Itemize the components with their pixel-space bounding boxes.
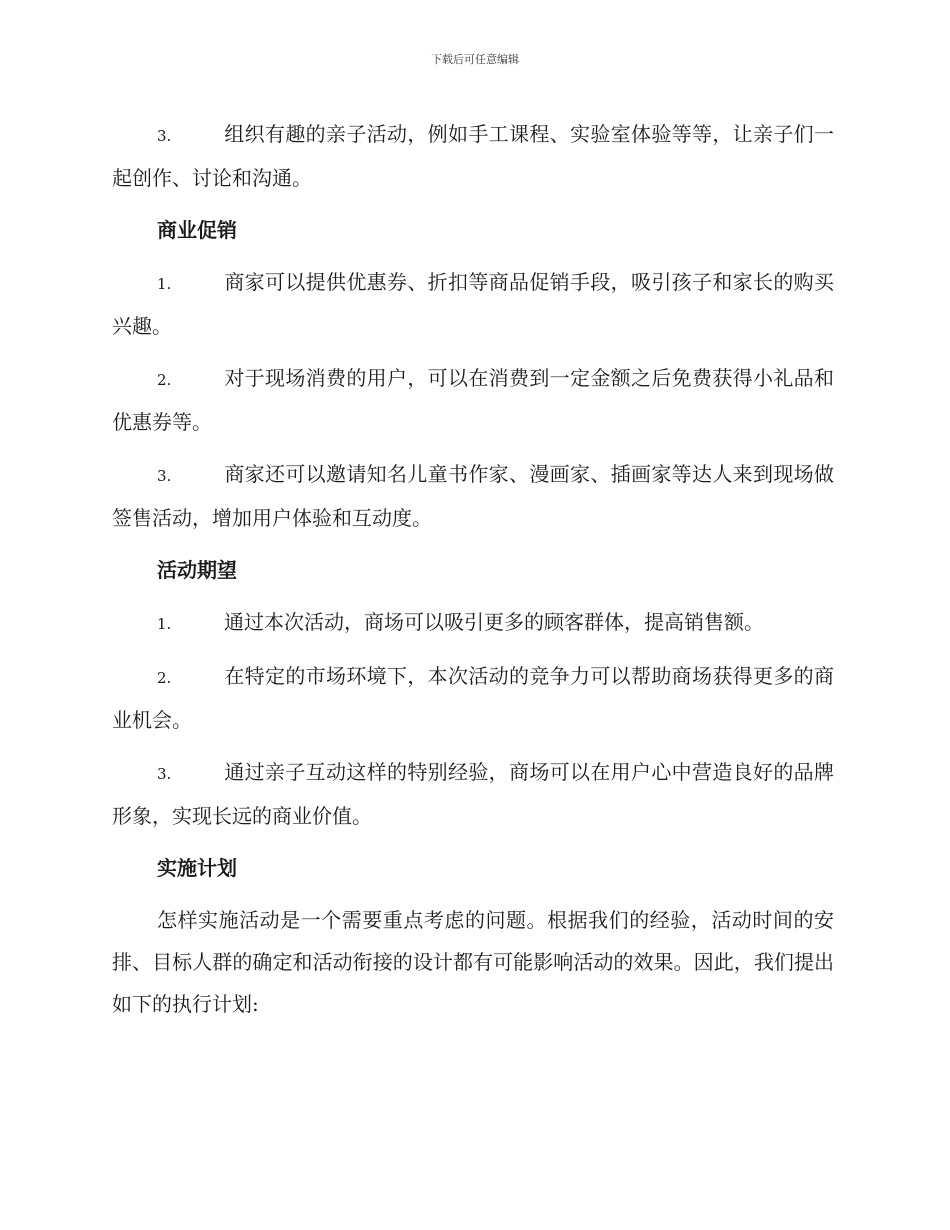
list-text: 通过本次活动，商场可以吸引更多的顾客群体，提高销售额。 xyxy=(224,610,764,634)
list-text: 通过亲子互动这样的特别经验，商场可以在用户心中营造良好的品牌形象，实现长远的商业价值。 xyxy=(112,760,834,828)
list-item xyxy=(112,601,834,645)
body-paragraph: 怎样实施活动是一个需要重点考虑的问题。根据我们的经验，活动时间的安排、目标人群的确定和活动衔接的设计都有可能影响活动的效果。因此，我们提出如下的执行计划: xyxy=(112,908,834,1016)
list-text: 商家可以提供优惠券、折扣等商品促销手段，吸引孩子和家长的购买兴趣。 xyxy=(112,270,834,338)
list-item xyxy=(112,751,834,837)
list-number: 1. xyxy=(157,615,172,633)
section-heading: 活动期望 xyxy=(157,558,237,582)
list-item xyxy=(112,261,834,347)
list-text: 商家还可以邀请知名儿童书作家、漫画家、插画家等达人来到现场做签售活动，增加用户体验和互动度。 xyxy=(112,462,834,530)
list-text: 在特定的市场环境下，本次活动的竞争力可以帮助商场获得更多的商业机会。 xyxy=(112,664,834,732)
list-item xyxy=(112,655,834,741)
list-number: 1. xyxy=(157,275,172,293)
list-text: 对于现场消费的用户，可以在消费到一定金额之后免费获得小礼品和优惠券等。 xyxy=(112,366,834,434)
list-item xyxy=(112,113,834,199)
list-number: 3. xyxy=(157,127,172,145)
list-number: 2. xyxy=(157,371,172,389)
list-text: 组织有趣的亲子活动，例如手工课程、实验室体验等等，让亲子们一起创作、讨论和沟通。 xyxy=(112,122,834,190)
list-item xyxy=(112,357,834,443)
section-heading: 商业促销 xyxy=(157,218,237,242)
list-item xyxy=(112,453,834,539)
list-number: 3. xyxy=(157,467,172,485)
list-number: 3. xyxy=(157,765,172,783)
document-body xyxy=(112,113,834,1025)
list-number: 2. xyxy=(157,669,172,687)
section-heading: 实施计划 xyxy=(157,856,237,880)
page-header: 下载后可任意编辑 xyxy=(431,53,519,66)
